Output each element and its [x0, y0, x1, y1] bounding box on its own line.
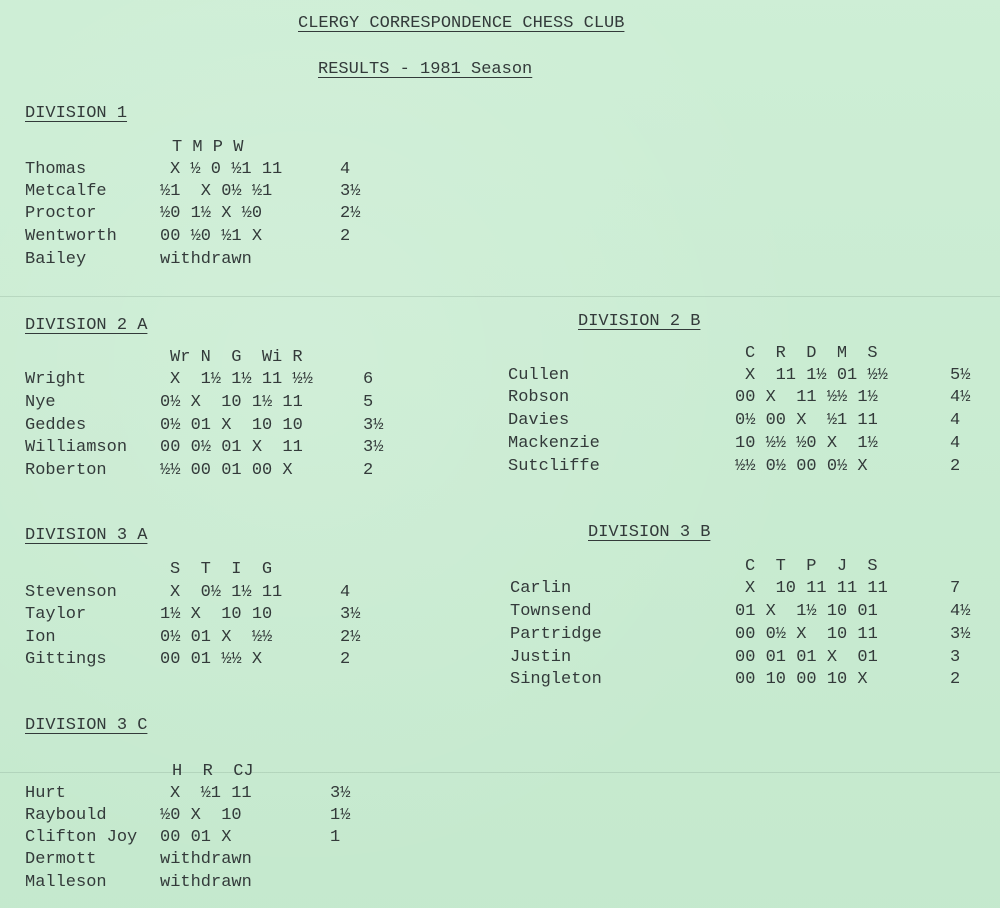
player-score: 3½ — [330, 784, 351, 803]
column-header: C R D M S — [745, 344, 878, 363]
player-results: 0½ 01 X 10 10 — [160, 416, 303, 435]
player-results: 00 ½0 ½1 X — [160, 227, 263, 246]
player-score: 4 — [950, 411, 961, 430]
division-heading: DIVISION 3 A — [25, 526, 148, 545]
player-results: 0½ X 10 1½ 11 — [160, 393, 303, 412]
player-name: Partridge — [510, 625, 602, 644]
player-results: 0½ 01 X ½½ — [160, 628, 273, 647]
document-subtitle: RESULTS - 1981 Season — [318, 60, 533, 79]
player-results: X 11 1½ 01 ½½ — [745, 366, 888, 385]
player-name: Cullen — [508, 366, 570, 385]
player-name: Thomas — [25, 160, 87, 179]
player-name: Bailey — [25, 250, 87, 269]
player-score: 4 — [950, 434, 961, 453]
player-score: 6 — [363, 370, 374, 389]
player-score: 2 — [363, 461, 374, 480]
player-results: ½0 1½ X ½0 — [160, 204, 263, 223]
player-score: 3½ — [340, 182, 361, 201]
player-name: Geddes — [25, 416, 87, 435]
player-name: Dermott — [25, 850, 97, 869]
player-results: ½½ 0½ 00 0½ X — [735, 457, 868, 476]
player-results: 1½ X 10 10 — [160, 605, 273, 624]
division-heading: DIVISION 3 C — [25, 716, 148, 735]
player-score: 2 — [340, 650, 351, 669]
player-name: Singleton — [510, 670, 602, 689]
player-score: 4½ — [950, 602, 971, 621]
player-score: 3 — [950, 648, 961, 667]
player-results: 00 X 11 ½½ 1½ — [735, 388, 878, 407]
player-score: 2 — [340, 227, 351, 246]
player-results: X ½1 11 — [170, 784, 252, 803]
player-score: 3½ — [340, 605, 361, 624]
player-name: Ion — [25, 628, 56, 647]
column-header: H R CJ — [172, 762, 254, 781]
player-score: 1 — [330, 828, 341, 847]
player-score: 3½ — [363, 438, 384, 457]
player-name: Malleson — [25, 873, 107, 892]
player-name: Metcalfe — [25, 182, 107, 201]
column-header: Wr N G Wi R — [170, 348, 303, 367]
player-results: 00 10 00 10 X — [735, 670, 868, 689]
column-header: S T I G — [170, 560, 273, 579]
player-name: Wentworth — [25, 227, 117, 246]
column-header: T M P W — [172, 138, 244, 157]
player-results: X 10 11 11 11 — [745, 579, 888, 598]
player-score: 2 — [950, 457, 961, 476]
player-score: 2½ — [340, 204, 361, 223]
player-name: Stevenson — [25, 583, 117, 602]
player-name: Davies — [508, 411, 570, 430]
player-results: 10 ½½ ½0 X 1½ — [735, 434, 878, 453]
player-name: Gittings — [25, 650, 107, 669]
player-name: Sutcliffe — [508, 457, 600, 476]
player-name: Justin — [510, 648, 572, 667]
player-results: X 1½ 1½ 11 ½½ — [170, 370, 313, 389]
player-score: 7 — [950, 579, 961, 598]
player-name: Williamson — [25, 438, 128, 457]
player-score: 3½ — [950, 625, 971, 644]
player-name: Nye — [25, 393, 56, 412]
player-results: 00 0½ X 10 11 — [735, 625, 878, 644]
column-header: C T P J S — [745, 557, 878, 576]
division-heading: DIVISION 2 B — [578, 312, 701, 331]
document-title: CLERGY CORRESPONDENCE CHESS CLUB — [298, 14, 625, 33]
player-results: 00 01 X — [160, 828, 232, 847]
player-name: Clifton Joy — [25, 828, 138, 847]
player-score: 3½ — [363, 416, 384, 435]
player-results: 00 01 ½½ X — [160, 650, 263, 669]
player-name: Hurt — [25, 784, 66, 803]
player-score: 1½ — [330, 806, 351, 825]
player-name: Taylor — [25, 605, 87, 624]
player-name: Wright — [25, 370, 87, 389]
player-name: Townsend — [510, 602, 592, 621]
player-name: Mackenzie — [508, 434, 600, 453]
player-results: withdrawn — [160, 250, 252, 269]
player-score: 4½ — [950, 388, 971, 407]
player-results: 00 0½ 01 X 11 — [160, 438, 303, 457]
player-name: Robson — [508, 388, 570, 407]
division-heading: DIVISION 2 A — [25, 316, 148, 335]
player-score: 5 — [363, 393, 374, 412]
player-score: 5½ — [950, 366, 971, 385]
player-results: 01 X 1½ 10 01 — [735, 602, 878, 621]
player-score: 4 — [340, 583, 351, 602]
paper-fold — [0, 296, 1000, 297]
division-heading: DIVISION 1 — [25, 104, 128, 123]
player-results: 0½ 00 X ½1 11 — [735, 411, 878, 430]
player-name: Raybould — [25, 806, 107, 825]
player-score: 4 — [340, 160, 351, 179]
division-heading: DIVISION 3 B — [588, 523, 711, 542]
player-results: X 0½ 1½ 11 — [170, 583, 283, 602]
player-score: 2 — [950, 670, 961, 689]
player-results: X ½ 0 ½1 11 — [170, 160, 283, 179]
player-score: 2½ — [340, 628, 361, 647]
player-results: ½0 X 10 — [160, 806, 242, 825]
player-results: withdrawn — [160, 850, 252, 869]
player-results: ½1 X 0½ ½1 — [160, 182, 273, 201]
player-results: withdrawn — [160, 873, 252, 892]
player-results: ½½ 00 01 00 X — [160, 461, 293, 480]
player-results: 00 01 01 X 01 — [735, 648, 878, 667]
player-name: Roberton — [25, 461, 107, 480]
player-name: Carlin — [510, 579, 572, 598]
player-name: Proctor — [25, 204, 97, 223]
paper-fold — [0, 772, 1000, 773]
